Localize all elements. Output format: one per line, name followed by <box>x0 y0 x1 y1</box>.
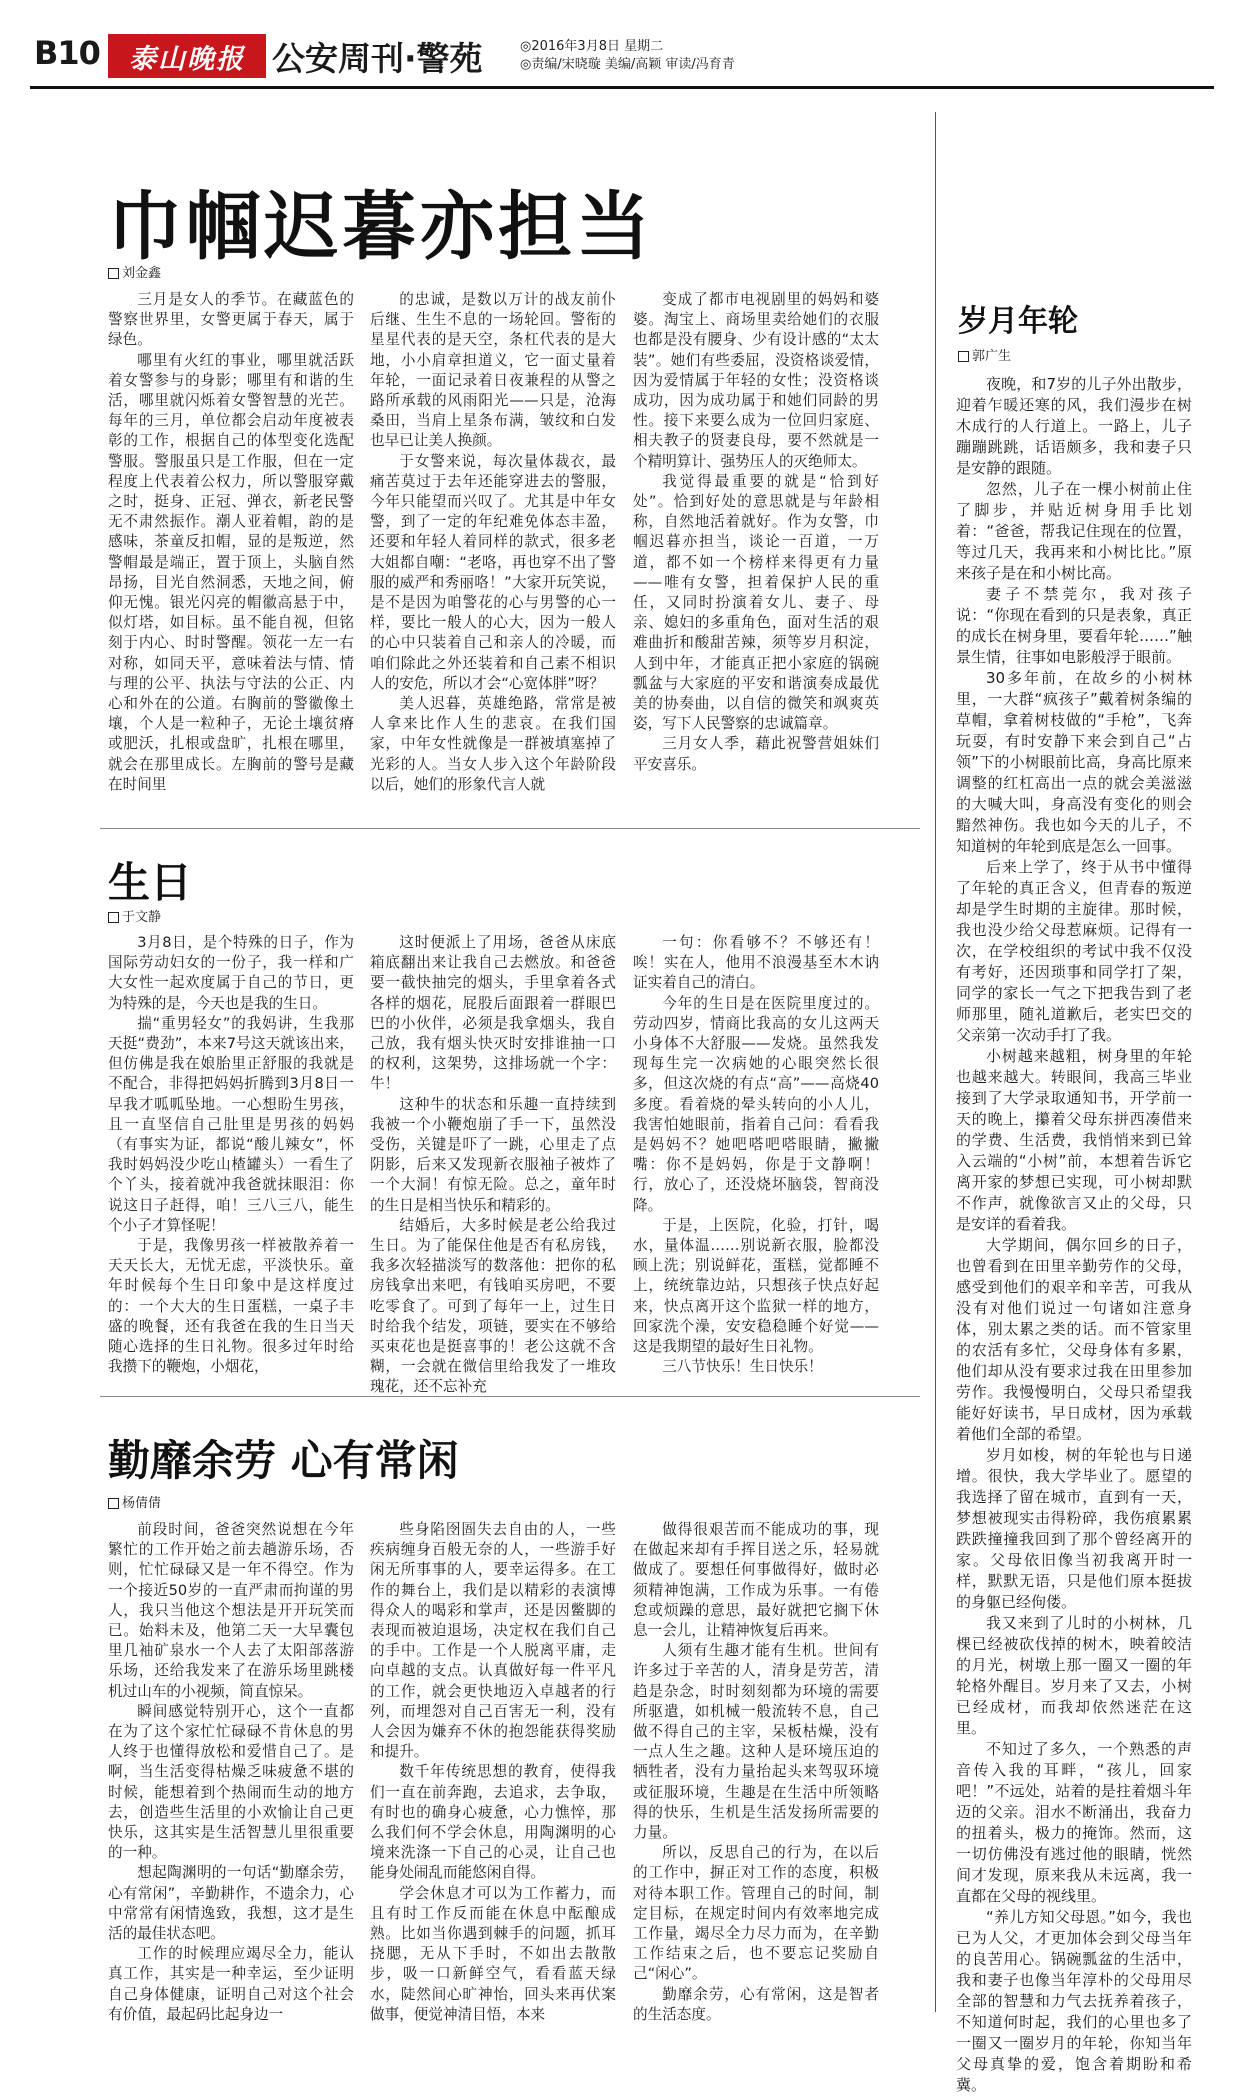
paragraph: 我觉得最重要的就是“恰到好处”。恰到好处的意思就是与年龄相称，自然地活着就好。作为女警，巾帼迟暮亦担当，谈论一百道，一万道，都不如一个榜样来得更有力量——唯有女警，担着保护人民的重任，又同时扮演着女儿、妻子、母亲、媳妇的多重角色，面对生活的艰难曲折和酸甜苦辣，须等岁月积淀，人到中年，才能真正把小家庭的锅碗瓢盆与大家庭的平安和谐演奏成最优美的协奏曲，以自信的微笑和飒爽英姿，写下人民警察的忠诚篇章。 <box>633 472 879 733</box>
paragraph: 三八节快乐！生日快乐！ <box>662 1358 823 1376</box>
paragraph: 于是，上医院，化验，打针，喝水，量体温……别说新衣服，脸都没顾上洗；别说鲜花，蛋糕，觉都睡不上，统统靠边站，只想孩子快点好起来，快点离开这个监狱一样的地方，回家洗个澡，安安稳稳睡个好觉——这是我期望的最好生日礼物。 <box>633 1216 879 1356</box>
newspaper-logo: 泰山晚报 <box>108 34 266 78</box>
paragraph: 忽然，儿子在一棵小树前止住了脚步，并贴近树身用手比划着：“爸爸，帮我记住现在的位置，等过几天，我再来和小树比比。”原来孩子是在和小树比高。 <box>956 480 1192 582</box>
paragraph: 变成了都市电视剧里的妈妈和婆婆。淘宝上、商场里卖给她们的衣服也都是没有腰身、少有设计感的“太太装”。她们有些委屈，没资格谈爱情，因为爱情属于年轻的女性；没资格谈成功，因为成功属于和她们同龄的男性。接下来要么成为一位回归家庭、相夫教子的贤妻良母，要不然就是一个精明算计、强势压人的灭绝师太。 <box>633 291 879 470</box>
paragraph: 美人迟暮，英雄绝路，常常是被人拿来比作人生的悲哀。在我们国家，中年女性就像是一群被填塞掉了光彩的人。当女人步入这个年龄阶段以后，她们的形象代言人就 <box>370 695 616 793</box>
paragraph: 三月是女人的季节。在藏蓝色的警察世界里，女警更属于春天，属于绿色。 <box>108 291 354 349</box>
paragraph: 于女警来说，每次量体裁衣，最痛苦莫过于去年还能穿进去的警服，今年只能望而兴叹了。尤其是中年女警，到了一定的年纪难免体态丰盈，还要和年轻人着同样的款式，很多老大姐都自嘲：“老咯，再也穿不出了警服的威严和秀丽咯！”大家开玩笑说，是不是因为咱警花的心与男警的心一样，要比一般人的心大，因为一般人的心中只装着自己和亲人的冷暖，而咱们除此之外还装着和自己素不相识人的安危，所以才会“心宽体胖”呀？ <box>370 452 616 692</box>
article3-byline <box>108 1492 161 1511</box>
editor-line: ◎责编/宋晓璇 美编/高颖 审读/冯育青 <box>520 57 735 72</box>
paragraph: 今年的生日是在医院里度过的。劳动四岁，情商比我高的女儿这两天小身体不大舒服——发烧。虽然我发现每生完一次病她的心眼突然长很多，但这次烧的有点“高”——高烧40多度。看着烧的晕头转向的小人儿，我害怕她眼前，指着自己问：看看我是妈妈不？她吧嗒吧嗒眼睛，撇撇嘴：你不是妈妈，你是于文静啊！行，放心了，还没烧坏脑袋，智商没降。 <box>633 994 879 1214</box>
byline-box-icon <box>958 351 969 362</box>
article2-column-1 <box>108 933 354 1376</box>
paragraph: 所以，反思自己的行为，在以后的工作中，摒正对工作的态度，积极对待本职工作。管理自己的时间，制定目标，在规定时间内有效率地完成工作量，竭尽全力尽力而为，在辛勤工作结束之后，也不要忘记奖励自己“闲心”。 <box>633 1844 879 1983</box>
article3-column-1 <box>108 1520 354 2025</box>
paragraph: 这时便派上了用场，爸爸从床底箱底翻出来让我自己去燃放。和爸爸要一截快抽完的烟头，手里拿着各式各样的烟花，屁股后面跟着一群眼巴巴的小伙伴，必须是我拿烟头，我自己放，我有烟头快灭时安排谁抽一口的权利，这架势，这排场就一个字：牛！ <box>370 934 616 1093</box>
byline-box-icon <box>108 1498 119 1509</box>
article3-column-2 <box>370 1520 616 2025</box>
paragraph: 想起陶渊明的一句话“勤靡余劳，心有常闲”，辛勤耕作，不遗余力，心中常常有闲情逸致，我想，这才是生活的最佳状态吧。 <box>108 1864 354 1943</box>
article3-author: 杨倩倩 <box>122 1496 162 1511</box>
masthead-rule <box>30 86 1214 89</box>
paragraph: 30多年前，在故乡的小树林里，一大群“疯孩子”戴着树条编的草帽，拿着树枝做的“手枪”，飞奔玩耍，有时安静下来会到自己“占领”下的小树眼前比高，身高比原来调整的红杠高出一点的就会美滋滋的大喊大叫，身高没有变化的则会黯然神伤。我也如今天的儿子，不知道树的年轮到底是怎么一回事。 <box>956 669 1192 855</box>
paragraph: 我又来到了儿时的小树林，几棵已经被砍伐掉的树木，映着皎洁的月光，树墩上那一圈又一圈的年轮格外醒目。岁月来了又去，小树已经成材，而我却依然迷茫在这里。 <box>956 1614 1192 1737</box>
paragraph: 不知过了多久，一个熟悉的声音传入我的耳畔，“孩儿，回家吧！”不远处，站着的是拄着烟斗年迈的父亲。泪水不断涌出，我奋力的扭着头，极力的掩饰。然而，这一切仿佛没有逃过他的眼睛，恍然间才发现，原来我从未远离，我一直都在父母的视线里。 <box>956 1740 1192 1905</box>
article2-byline <box>108 906 161 925</box>
paragraph: 一句：你看够不？不够还有！唉！实在人，他用不浪漫基至木木讷证实着自己的清白。 <box>633 934 879 992</box>
paragraph: 这种牛的状态和乐趣一直持续到我被一个小鞭炮崩了手一下，虽然没受伤，关键是吓了一跳，心里走了点阴影，后来又发现新衣服袖子被炸了一个大洞！有惊无险。总之，童年时的生日是相当快乐和精彩的。 <box>370 1095 616 1214</box>
paragraph: 三月女人季，藉此祝警营姐妹们平安喜乐。 <box>633 735 879 773</box>
paragraph: 前段时间，爸爸突然说想在今年繁忙的工作开始之前去趟游乐场，否则，忙忙碌碌又是一年不得空。作为一个接近50岁的一直严肃而拘谨的男人，我只当他这个想法是开开玩笑而已。始料未及，他第二天一大早囊包里几袖矿泉水一个人去了太阳部落游乐场，还给我发来了在游乐场里跳楼机过山车的小视频，简直惊呆。 <box>108 1521 354 1700</box>
paragraph: 数千年传统思想的教育，使得我们一直在前奔跑，去追求，去争取，有时也的确身心疲惫，心力憔悴，那么我们何不学会休息，用陶渊明的心境来洗涤一下自己的心灵，让自己也能身处闹乱而能悠闲自得。 <box>370 1763 616 1882</box>
paragraph: 小树越来越粗，树身里的年轮也越来越大。转眼间，我高三毕业接到了大学录取通知书，开学前一天的晚上，攥着父母东拼西凑借来的学费、生活费，我悄悄来到已耸入云端的“小树”前，本想着告诉它离开家的梦想已实现，可小树却默不作声，就像欲言又止的父母，只是安详的看着我。 <box>956 1047 1192 1233</box>
edition-meta <box>520 38 735 74</box>
column-divider <box>935 112 936 2012</box>
paragraph: 些身陷囹圄失去自由的人，一些疾病缠身百般无奈的人，一些游手好闲无所事事的人，要幸运得多。在工作的舞台上，我们是以精彩的表演博得众人的喝彩和掌声，还是因鳖脚的表现而被迫退场，决定权在我们自己的手中。工作是一个人脱离平庸，走向卓越的支点。认真做好每一件平凡的工作，就会更快地迈入卓越者的行列，而埋怨对自己百害无一利，没有人会因为嫌弃不休的抱怨能获得奖励和提升。 <box>370 1521 616 1761</box>
article2-column-2 <box>370 933 616 1396</box>
article1-headline: 巾帼迟暮亦担当 <box>108 184 654 270</box>
article2-column-3 <box>633 933 879 1376</box>
page-number: B10 <box>34 34 100 72</box>
section-divider <box>100 1396 920 1397</box>
paragraph: 哪里有火红的事业，哪里就活跃着女警参与的身影；哪里有和谐的生活，哪里就闪烁着女警智慧的光芒。每年的三月，单位都会启动年度被表彰的工作，根据自己的体型变化选配警服。警服虽只是工作服，但在一定程度上代表着公权力，所以警服穿戴之时，挺身、正冠、弹衣，新老民警无不肃然振作。潮人亚着帽，韵的是感味，茶童反扣帽，显的是叛逆，然警帽最是端正，置于顶上，头脑自然昂扬，目光自然洞悉，天地之间，俯仰无愧。银光闪亮的帽徽高悬于中，似灯塔，如目标。虽不能自视，但铭刻于内心、时时警醒。领花一左一右对称，如同天平，意味着法与情、情与理的公平、执法与守法的公正、内心和外在的公道。右胸前的警徽像土壤，个人是一粒种子，无论土壤贫瘠或肥沃，扎根或盘旷，扎根在哪里，就会在那里成长。左胸前的警号是藏在时间里 <box>108 351 354 793</box>
article2-author: 于文静 <box>122 910 162 925</box>
paragraph: 瞬间感觉特别开心，这个一直都在为了这个家忙忙碌碌不肯休息的男人终于也懂得放松和爱惜自己了。是啊，当生活变得枯燥乏味疲惫不堪的时候，能想着到个热闹而生动的地方去，创造些生活里的小欢愉让自己更快乐，这其实是生活智慧儿里很重要的一种。 <box>108 1702 354 1862</box>
article1-column-2 <box>370 290 616 810</box>
paragraph: 揣“重男轻女”的我妈讲，生我那天挺“费劲”，本来7号这天就该出来，但仿佛是我在娘胎里正舒服的我就是不配合，非得把妈妈折腾到3月8日一早我才呱呱坠地。一心想盼生男孩，且一直坚信自己肚里是男孩的妈妈（有事实为证，都说“酸儿辣女”，怀我时妈妈没少吃山楂罐头）一看生了个丫头，接着就冲我爸就抹眼泪：你说这日子赶得，咱！三八三八，能生个小子才算怪呢！ <box>108 1014 354 1234</box>
paragraph: 勤靡余劳，心有常闲，这是智者的生活态度。 <box>633 1985 879 2023</box>
paragraph: 工作的时候理应竭尽全力，能认真工作，其实是一种幸运，至少证明自己身体健康，证明自己对这个社会有价值，最起码比起身边一 <box>108 1945 354 2023</box>
article4-byline <box>958 345 1011 364</box>
article1-column-3 <box>633 290 879 810</box>
byline-box-icon <box>108 268 119 279</box>
article3-column-3 <box>633 1520 879 2025</box>
paragraph: 3月8日，是个特殊的日子，作为国际劳动妇女的一份子，我一样和广大女性一起欢度属于自己的节日，更为特殊的是，今天也是我的生日。 <box>108 934 354 1012</box>
article4-column <box>956 374 1192 2094</box>
paragraph: 结婚后，大多时候是老公给我过生日。为了能保住他是否有私房钱，我多次轻描淡写的数落他：把你的私房钱拿出来吧，有钱咱买房吧，不要吃零食了。可到了每年一上，过生日时给我个结发，项链，要实在不够给买束花也是挺喜事的！老公这就不含糊，一会就在微信里给我发了一堆玫瑰花，还不忘补充 <box>370 1216 616 1396</box>
article3-headline: 勤靡余劳 心有常闲 <box>108 1436 459 1485</box>
paragraph: “养儿方知父母恩。”如今，我也已为人父，才更加体会到父母当年的良苦用心。锅碗瓢盆的生活中，我和妻子也像当年淳朴的父母用尽全部的智慧和力气去抚养着孩子，不知道何时起，我们的心里也多了一圈又一圈岁月的年轮，你知当年父母真挚的爱，饱含着期盼和希冀。 <box>956 1908 1192 2094</box>
paragraph: 夜晚，和7岁的儿子外出散步，迎着乍暖还寒的风，我们漫步在树木成行的人行道上。一路上，儿子蹦蹦跳跳，话语颇多，我和妻子只是安静的跟随。 <box>956 375 1192 477</box>
article1-column-1 <box>108 290 354 810</box>
paragraph: 的忠诚，是数以万计的战友前仆后继、生生不息的一场轮回。警衔的星星代表的是天空，条杠代表的是大地，小小肩章担道义，它一面丈量着年轮，一面记录着日夜兼程的从警之路所承载的风雨阳光——只是，沧海桑田，当肩上星条布满，皱纹和白发也早已让美人换颜。 <box>370 291 616 450</box>
section-divider <box>100 828 920 829</box>
paragraph: 大学期间，偶尔回乡的日子，也曾看到在田里辛勤劳作的父母，感受到他们的艰辛和辛苦，可我从没有对他们说过一句诸如注意身体，别太累之类的话。而不管家里的农活有多忙，父母身体有多累，他们却从没有要求过我在田里参加劳作。我慢慢明白，父母只希望我能好好读书，早日成材，因为承载着他们全部的希望。 <box>956 1236 1192 1443</box>
section-title: 公安周刊·警苑 <box>272 39 483 78</box>
article4-author: 郭广生 <box>972 349 1012 364</box>
paragraph: 人须有生趣才能有生机。世间有许多过于辛苦的人，清身是劳苦，清趋是杂念，时时刻刻都为环境的需要所驱遣，如机械一般流转不息，自己做不得自己的主宰，呆板枯燥，没有一点人生之趣。这种人是环境压迫的牺牲者，没有力量抬起头来驾驭环境或征服环境，生趣是在生活中所领略得的快乐，生机是生活发扬所需要的力量。 <box>633 1642 879 1842</box>
article4-headline: 岁月年轮 <box>958 304 1078 339</box>
paragraph: 做得很艰苦而不能成功的事，现在做起来却有手挥目送之乐，轻易就做成了。要想任何事做得好，做时必须精神饱满，工作成为乐事。一有倦怠或烦躁的意思，最好就把它搁下休息一会儿，让精神恢复后再来。 <box>633 1521 879 1640</box>
paragraph: 学会休息才可以为工作蓄力，而且有时工作反而能在休息中酝酿成熟。比如当你遇到棘手的问题，抓耳挠腮，无从下手时，不如出去散散步，吸一口新鲜空气，看看蓝天绿水，陡然间心旷神怡，回头来再伏案做事，便觉神清目悟，本来 <box>370 1884 616 2023</box>
paragraph: 岁月如梭，树的年轮也与日递增。很快，我大学毕业了。愿望的我选择了留在城市，直到有一天，梦想被现实击得粉碎，我伤痕累累跌跌撞撞我回到了那个曾经离开的家。父母依旧像当初我离开时一样，默默无语，只是他们原本挺拔的身躯已经佝偻。 <box>956 1446 1192 1611</box>
article1-byline <box>108 262 161 281</box>
byline-box-icon <box>108 912 119 923</box>
paragraph: 后来上学了，终于从书中懂得了年轮的真正含义，但青春的叛逆却是学生时期的主旋律。那时候，我也没少给父母惹麻烦。记得有一次，在学校组织的考试中我不仅没有考好，还因琐事和同学打了架，同学的家长一气之下把我告到了老师那里，随礼道歉后，老实巴交的父亲第一次动手打了我。 <box>956 858 1192 1044</box>
date-line: ◎2016年3月8日 星期二 <box>520 39 664 54</box>
paragraph: 于是，我像男孩一样被散养着一天天长大，无忧无虑，平淡快乐。童年时候每个生日印象中是这样度过的：一个大大的生日蛋糕，一桌子丰盛的晚餐，还有我爸在我的生日当天随心选择的生日礼物。很多过年时给我攒下的鞭炮，小烟花， <box>108 1237 354 1376</box>
article1-author: 刘金鑫 <box>122 266 162 281</box>
article2-headline: 生日 <box>108 858 193 907</box>
paragraph: 妻子不禁莞尔，我对孩子说：“你现在看到的只是表象，真正的成长在树身里，要看年轮……”触景生情，往事如电影般浮于眼前。 <box>956 585 1192 666</box>
